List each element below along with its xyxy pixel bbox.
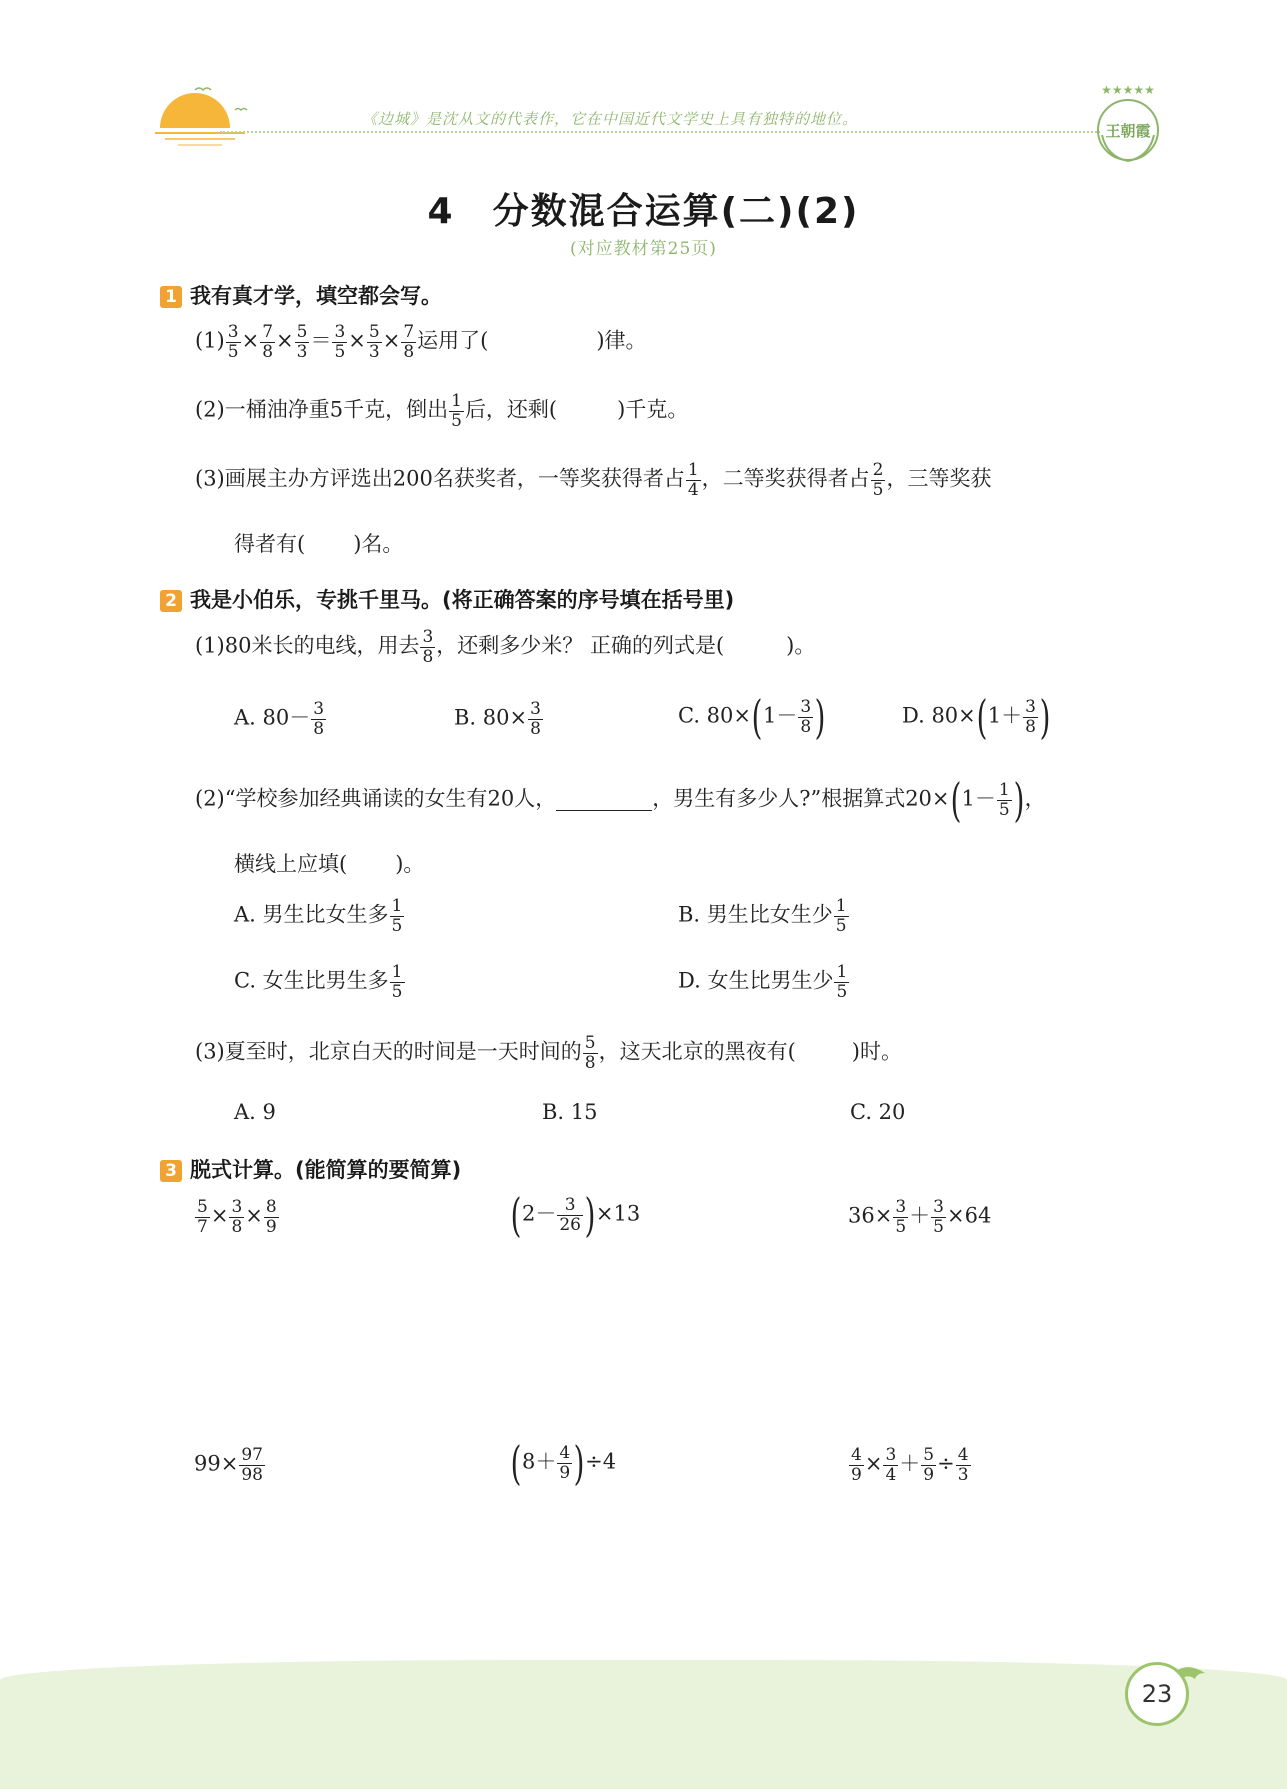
s2-q1-option-b[interactable]: B. 80× $\frac{3}{8}$ [454,699,541,739]
s2-q3-option-a[interactable]: A. 9 [234,1100,276,1124]
section-2-header [160,584,734,614]
svg-text:★★★★★: ★★★★★ [1101,83,1155,97]
header-quote: 《边城》是沈从文的代表作，它在中国近代文学史上具有独特的地位。 [362,110,859,128]
s2-q2-option-c[interactable]: C. 女生比男生多 $\frac{1}{5}$ [234,962,403,1002]
sunset-decoration [150,78,260,153]
s1-question-1: (1) $\frac{3}{5}$ × $\frac{7}{8}$ × $\frac{5}{3}$ ＝ $\frac{3}{5}$ × $\frac{5}{3}$ × $\frac{7}{8}$ 运用了( )律。 [195,322,647,362]
fraction: $\frac{7}{8}$ [403,322,415,362]
calc-expression-5: (8＋ $\frac{4}{9}$ )÷4 [510,1436,617,1490]
s2-question-2-line2: 横线上应填( )。 [234,852,425,876]
calc-expression-3: 36× $\frac{3}{5}$ ＋ $\frac{3}{5}$ ×64 [848,1197,992,1237]
s1-question-3: (3)画展主办方评选出200名获奖者，一等奖获得者占 $\frac{1}{4}$ ，二等奖获得者占 $\frac{2}{5}$ ，三等奖获 [195,460,992,500]
s2-question-3: (3)夏至时，北京白天的时间是一天时间的 $\frac{5}{8}$ ，这天北京的黑夜有( )时。 [195,1033,902,1073]
s2-q2-option-b[interactable]: B. 男生比女生少 $\frac{1}{5}$ [678,896,847,936]
section-1-header [160,280,442,310]
s1-question-2: (2)一桶油净重5千克，倒出 $\frac{1}{5}$ 后，还剩( )千克。 [195,391,689,431]
section-3-title: 脱式计算。(能简算的要简算) [190,1158,462,1182]
fraction: $\frac{2}{5}$ [872,460,884,500]
section-3-header [160,1154,461,1184]
logo-text: 王朝霞 [1105,122,1151,140]
page-subtitle: (对应教材第25页) [570,239,717,259]
s2-q3-option-c[interactable]: C. 20 [850,1100,906,1124]
s2-question-2: (2)“学校参加经典诵读的女生有20人， ，男生有多少人?”根据算式20×(1－ $\frac{1}{5}$ )， [195,773,1046,827]
s2-q1-option-c[interactable]: C. 80×(1－ $\frac{3}{8}$ ) [678,690,826,744]
s2-q1-option-a[interactable]: A. 80－ $\frac{3}{8}$ [234,699,325,739]
page-title: 4 分数混合运算(二)(2) [427,191,860,232]
s1-question-3-line2: 得者有( )名。 [234,532,404,556]
s2-q2-option-d[interactable]: D. 女生比男生少 $\frac{1}{5}$ [678,962,848,1002]
header-divider [220,131,1100,133]
s2-question-1: (1)80米长的电线，用去 $\frac{3}{8}$ ，还剩多少米？ 正确的列式是( )。 [195,627,816,667]
fraction: $\frac{1}{5}$ [451,391,462,431]
section-1-title: 我有真才学，填空都会写。 [190,284,442,308]
fraction: $\frac{5}{8}$ [584,1033,596,1073]
s2-q1-option-d[interactable]: D. 80×(1＋ $\frac{3}{8}$ ) [902,690,1051,744]
fraction: $\frac{7}{8}$ [262,322,274,362]
section-2-number: 2 [160,590,182,612]
calc-expression-2: (2－ $\frac{3}{26}$ )×13 [510,1188,641,1242]
section-1-number: 1 [160,286,182,308]
fraction: $\frac{5}{3}$ [296,322,308,362]
s2-q2-option-a[interactable]: A. 男生比女生多 $\frac{1}{5}$ [234,896,403,936]
footer-background [0,1660,1287,1789]
fraction: $\frac{5}{3}$ [368,322,380,362]
calc-expression-1: $\frac{5}{7}$ × $\frac{3}{8}$ × $\frac{8}{9}$ [197,1197,277,1237]
s2-q3-option-b[interactable]: B. 15 [542,1100,598,1124]
answer-underline[interactable] [556,790,652,811]
fraction: $\frac{3}{5}$ [227,322,239,362]
fraction: $\frac{1}{4}$ [687,460,699,500]
fraction: $\frac{3}{8}$ [422,627,434,667]
brand-logo [1090,80,1166,170]
page-number: 23 [1125,1662,1189,1726]
section-2-title: 我是小伯乐，专挑千里马。(将正确答案的序号填在括号里) [190,588,735,612]
calc-expression-4: 99× $\frac{97}{98}$ [194,1445,263,1485]
section-3-number: 3 [160,1160,182,1182]
calc-expression-6: $\frac{4}{9}$ × $\frac{3}{4}$ ＋ $\frac{5}{9}$ ÷ $\frac{4}{3}$ [851,1445,969,1485]
fraction: $\frac{3}{5}$ [334,322,346,362]
